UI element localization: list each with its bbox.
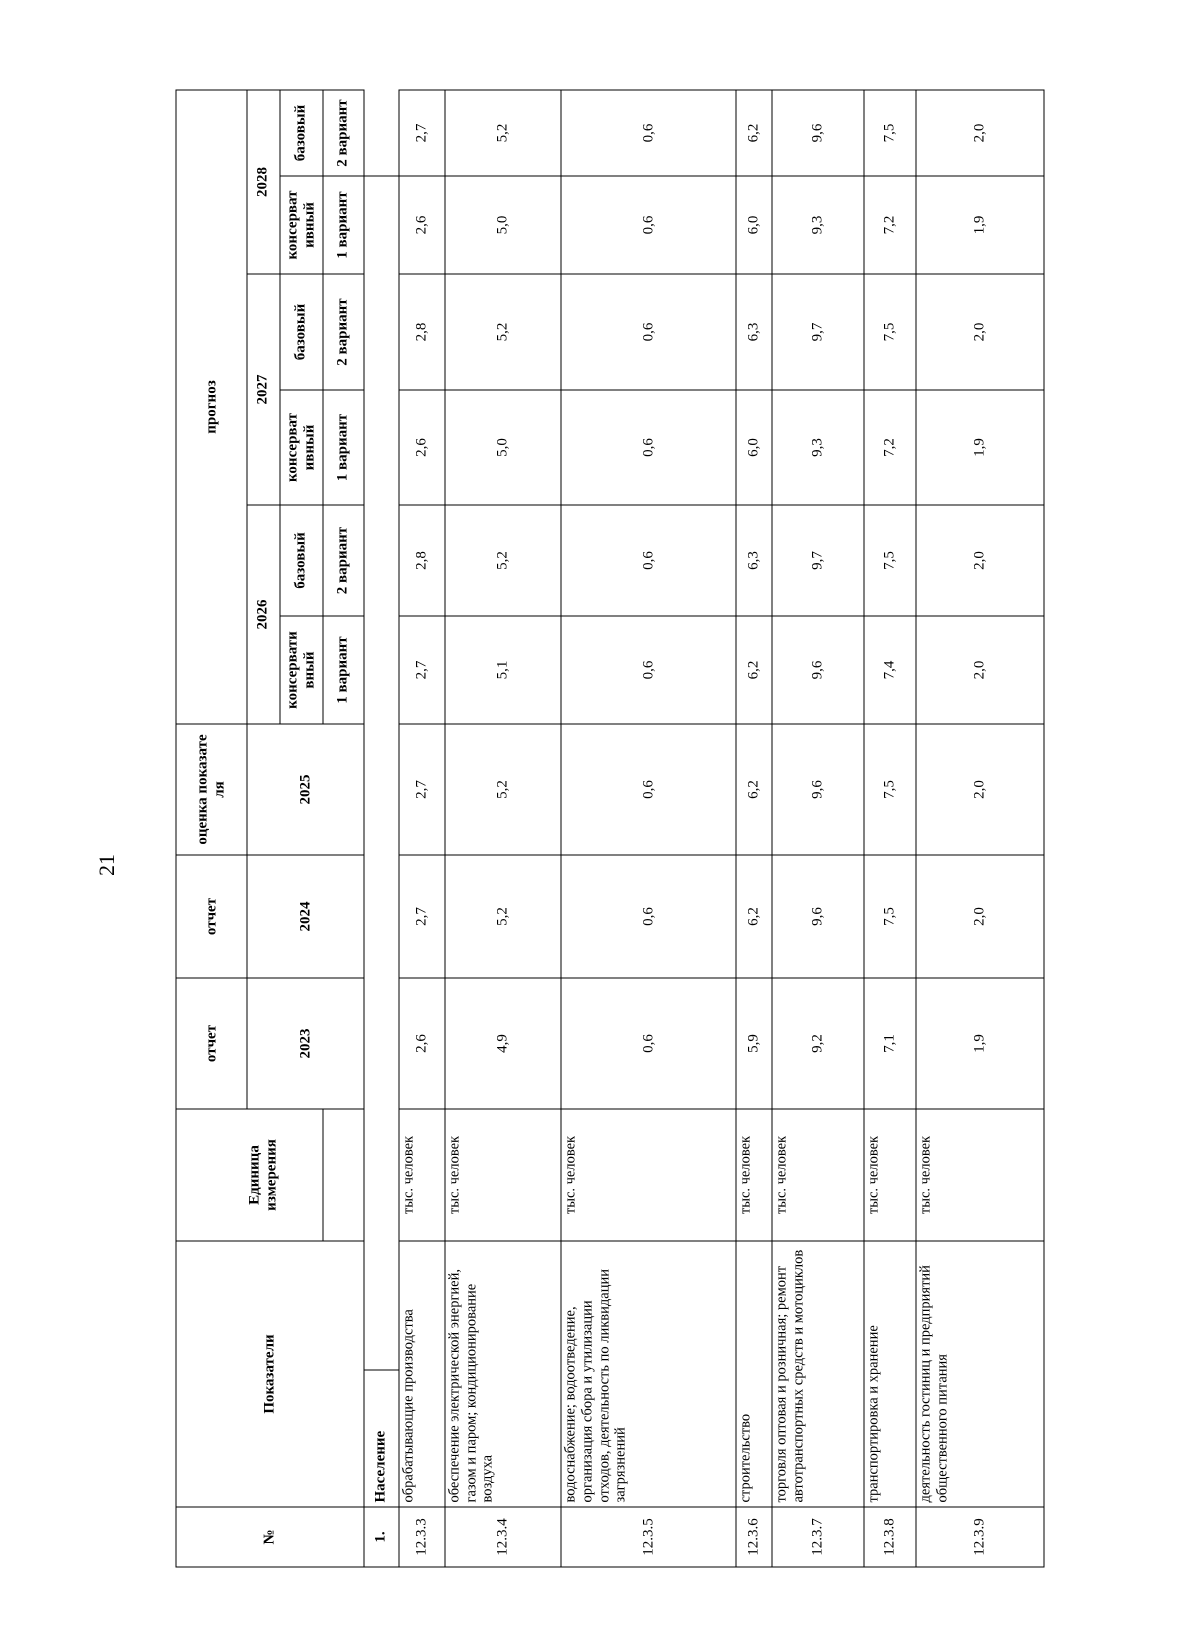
value-2027-v2: 7,5 <box>864 274 916 390</box>
value-2025: 0,6 <box>561 724 736 855</box>
value-2024: 0,6 <box>561 855 736 978</box>
row-unit: тыс. человек <box>916 1109 1044 1241</box>
header-indicators: Показатели <box>176 1241 364 1507</box>
header-year-2023: 2023 <box>247 978 364 1109</box>
value-2028-v1: 9,3 <box>772 176 864 274</box>
row-indicator: водоснабжение; водоотведение, организация сбора и утилизации отходов, деятельность по ликвидации загрязнений <box>561 1241 736 1507</box>
value-2023: 9,2 <box>772 978 864 1109</box>
header-unit-blank <box>323 1109 365 1241</box>
header-conservative-2026: консервати вный <box>280 616 323 724</box>
section-row <box>364 90 399 1567</box>
value-2027-v1: 7,2 <box>864 390 916 505</box>
header-no: № <box>176 1507 364 1567</box>
value-2023: 4,9 <box>445 978 561 1109</box>
row-code: 12.3.7 <box>772 1507 864 1567</box>
value-2024: 2,7 <box>399 855 445 978</box>
value-2026-v2: 7,5 <box>864 505 916 616</box>
header-variant-1-2028: 1 вариант <box>323 176 365 274</box>
value-2027-v1: 5,0 <box>445 390 561 505</box>
value-2026-v2: 0,6 <box>561 505 736 616</box>
value-2023: 5,9 <box>736 978 772 1109</box>
row-indicator: обрабатывающие производства <box>399 1241 445 1507</box>
header-variant-1-2027: 1 вариант <box>323 390 365 505</box>
value-2027-v2: 2,8 <box>399 274 445 390</box>
value-2028-v2: 5,2 <box>445 90 561 176</box>
header-base-2027: базовый <box>280 274 323 390</box>
value-2028-v1: 5,0 <box>445 176 561 274</box>
value-2027-v1: 9,3 <box>772 390 864 505</box>
header-variant-2-2026: 2 вариант <box>323 505 365 616</box>
header-unit: Единица измерения <box>176 1109 323 1241</box>
section-filler <box>364 176 399 1370</box>
value-2027-v2: 2,0 <box>916 274 1044 390</box>
value-2023: 7,1 <box>864 978 916 1109</box>
row-indicator: деятельность гостиниц и предприятий общественного питания <box>916 1241 1044 1507</box>
row-unit: тыс. человек <box>772 1109 864 1241</box>
row-indicator: торговля оптовая и розничная; ремонт автотранспортных средств и мотоциклов <box>772 1241 864 1507</box>
table-row <box>916 90 1044 1567</box>
value-2026-v1: 7,4 <box>864 616 916 724</box>
value-2027-v1: 6,0 <box>736 390 772 505</box>
value-2026-v1: 9,6 <box>772 616 864 724</box>
value-2024: 6,2 <box>736 855 772 978</box>
value-2024: 9,6 <box>772 855 864 978</box>
value-2025: 6,2 <box>736 724 772 855</box>
row-indicator: строительство <box>736 1241 772 1507</box>
header-variant-2-2027: 2 вариант <box>323 274 365 390</box>
header-year-2026: 2026 <box>247 505 279 724</box>
row-code: 12.3.8 <box>864 1507 916 1567</box>
value-2027-v2: 6,3 <box>736 274 772 390</box>
value-2028-v1: 1,9 <box>916 176 1044 274</box>
value-2024: 7,5 <box>864 855 916 978</box>
page-number: 21 <box>94 854 119 876</box>
header-estimate: оценка показате ля <box>176 724 247 855</box>
header-conservative-2028: консерват ивный <box>280 176 323 274</box>
header-report-2024: отчет <box>176 855 247 978</box>
table-row <box>736 90 772 1567</box>
value-2023: 2,6 <box>399 978 445 1109</box>
value-2028-v1: 0,6 <box>561 176 736 274</box>
value-2026-v2: 2,8 <box>399 505 445 616</box>
section-number: 1. <box>364 1507 399 1567</box>
table-header <box>176 90 364 1567</box>
table-row <box>864 90 916 1567</box>
value-2025: 7,5 <box>864 724 916 855</box>
table-body <box>364 90 1044 1567</box>
value-2026-v2: 5,2 <box>445 505 561 616</box>
value-2027-v1: 0,6 <box>561 390 736 505</box>
value-2026-v1: 5,1 <box>445 616 561 724</box>
section-title: Население <box>364 1370 399 1507</box>
value-2023: 1,9 <box>916 978 1044 1109</box>
value-2028-v2: 9,6 <box>772 90 864 176</box>
row-code: 12.3.4 <box>445 1507 561 1567</box>
value-2024: 2,0 <box>916 855 1044 978</box>
header-year-2024: 2024 <box>247 855 364 978</box>
row-indicator: транспортировка и хранение <box>864 1241 916 1507</box>
value-2028-v2: 2,0 <box>916 90 1044 176</box>
table-row <box>772 90 864 1567</box>
value-2026-v2: 2,0 <box>916 505 1044 616</box>
row-indicator: обеспечение электрической энергией, газом и паром; кондиционирование воздуха <box>445 1241 561 1507</box>
header-variant-1-2026: 1 вариант <box>323 616 365 724</box>
table-row <box>399 90 445 1567</box>
value-2025: 2,7 <box>399 724 445 855</box>
header-conservative-2027: консерват ивный <box>280 390 323 505</box>
value-2026-v2: 6,3 <box>736 505 772 616</box>
value-2026-v1: 6,2 <box>736 616 772 724</box>
header-report-2023: отчет <box>176 978 247 1109</box>
row-unit: тыс. человек <box>736 1109 772 1241</box>
row-code: 12.3.3 <box>399 1507 445 1567</box>
value-2027-v2: 0,6 <box>561 274 736 390</box>
value-2026-v1: 2,7 <box>399 616 445 724</box>
value-2027-v1: 1,9 <box>916 390 1044 505</box>
value-2028-v1: 7,2 <box>864 176 916 274</box>
value-2027-v2: 5,2 <box>445 274 561 390</box>
value-2023: 0,6 <box>561 978 736 1109</box>
value-2028-v1: 6,0 <box>736 176 772 274</box>
header-year-2027: 2027 <box>247 274 279 505</box>
row-unit: тыс. человек <box>399 1109 445 1241</box>
value-2028-v2: 0,6 <box>561 90 736 176</box>
value-2028-v1: 2,6 <box>399 176 445 274</box>
value-2025: 5,2 <box>445 724 561 855</box>
header-forecast: прогноз <box>176 90 247 724</box>
row-code: 12.3.5 <box>561 1507 736 1567</box>
value-2025: 9,6 <box>772 724 864 855</box>
value-2027-v2: 9,7 <box>772 274 864 390</box>
table-row <box>561 90 736 1567</box>
header-variant-2-2028: 2 вариант <box>323 90 365 176</box>
value-2025: 2,0 <box>916 724 1044 855</box>
row-unit: тыс. человек <box>445 1109 561 1241</box>
table-row <box>445 90 561 1567</box>
header-year-2028: 2028 <box>247 90 279 274</box>
value-2028-v2: 7,5 <box>864 90 916 176</box>
value-2026-v1: 0,6 <box>561 616 736 724</box>
value-2026-v1: 2,0 <box>916 616 1044 724</box>
forecast-table-container <box>176 90 1045 1568</box>
value-2027-v1: 2,6 <box>399 390 445 505</box>
row-unit: тыс. человек <box>864 1109 916 1241</box>
header-year-2025: 2025 <box>247 724 364 855</box>
value-2028-v2: 6,2 <box>736 90 772 176</box>
row-code: 12.3.9 <box>916 1507 1044 1567</box>
row-code: 12.3.6 <box>736 1507 772 1567</box>
value-2028-v2: 2,7 <box>399 90 445 176</box>
forecast-table <box>176 90 1045 1568</box>
row-unit: тыс. человек <box>561 1109 736 1241</box>
value-2024: 5,2 <box>445 855 561 978</box>
value-2026-v2: 9,7 <box>772 505 864 616</box>
header-base-2026: базовый <box>280 505 323 616</box>
header-base-2028: базовый <box>280 90 323 176</box>
